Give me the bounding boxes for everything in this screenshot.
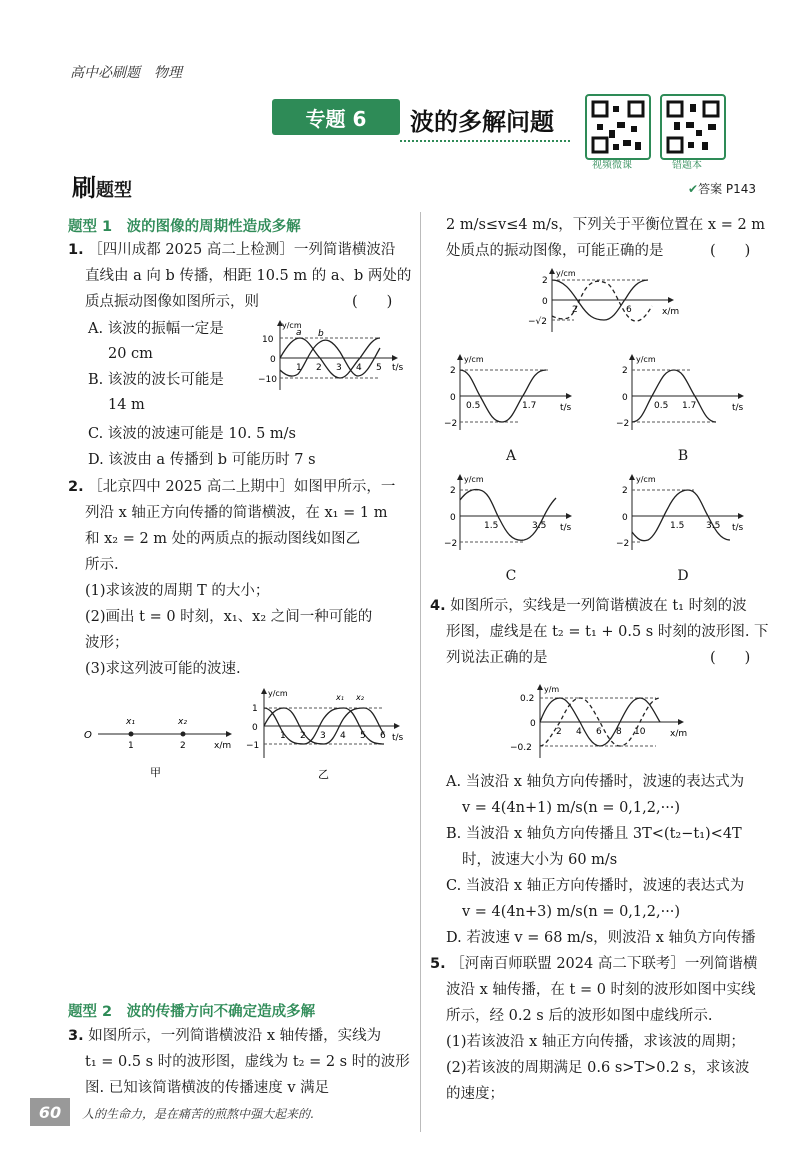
q3-line-3: 图. 已知该简谐横波的传播速度 v 满足	[85, 1080, 330, 1096]
q3-option-b-graph	[612, 350, 752, 436]
q2-line-4: 所示.	[85, 557, 119, 573]
q5-line-2: 波沿 x 轴传播，在 t = 0 时刻的波形如图中实线	[446, 982, 756, 998]
q1-vibration-graph	[258, 318, 408, 398]
q3-b-xtick: 0.5	[654, 401, 669, 411]
section-title-1: 题型 1 波的图像的周期性造成多解	[68, 219, 301, 235]
q4-graph-ytick: 0	[530, 719, 536, 729]
q1-graph-xtick: 4	[356, 363, 362, 373]
q4-graph-ytick: −0.2	[510, 743, 532, 753]
q3-d-ytick: −2	[616, 539, 630, 549]
q3-cont-1: 2 m/s≤v≤4 m/s，下列关于平衡位置在 x = 2 m	[446, 217, 766, 233]
q2-sub-2b: 波形；	[85, 635, 129, 651]
q4-option-a: A. 当波沿 x 轴负方向传播时，波速的表达式为	[446, 774, 745, 790]
q1-graph-xlabel: t/s	[392, 363, 404, 373]
q3-a-xtick: 1.7	[522, 401, 537, 411]
q3-main-ytick: −√2	[528, 317, 548, 327]
q3-a-ytick: 0	[450, 393, 456, 403]
q1-graph-xtick: 3	[336, 363, 342, 373]
q3-a-ytick: −2	[444, 419, 458, 429]
q1-line-1: 1. ［四川成都 2025 高二上检测］一列简谐横波沿	[68, 242, 396, 258]
q2-jia-origin: O	[84, 730, 92, 741]
q3-option-c-graph	[440, 470, 580, 556]
qr-mistakes-label: 错题本	[672, 160, 702, 171]
q4-line-3: 列说法正确的是	[446, 650, 548, 666]
q3-a-xtick: 0.5	[466, 401, 481, 411]
q2-sub-3: (3)求这列波可能的波速.	[85, 661, 241, 677]
q1-graph-ytick: −10	[258, 375, 277, 385]
q1-option-a-val: 20 cm	[108, 346, 153, 362]
q2-yi-xlabel: t/s	[392, 733, 404, 743]
q2-yi-xtick: 4	[340, 731, 346, 741]
q2-line-1: 2. ［北京四中 2025 高二上期中］如图甲所示，一	[68, 479, 396, 495]
q4-answer-paren: ( )	[710, 650, 751, 666]
q5-line-3: 所示，经 0.2 s 后的波形如图中虚线所示.	[446, 1008, 713, 1024]
column-divider	[420, 212, 421, 1132]
q4-line-2: 形图，虚线是在 t₂ = t₁ + 0.5 s 时刻的波形图. 下	[446, 624, 769, 640]
q4-graph-xtick: 6	[596, 727, 602, 737]
q5-sub-1: (1)若该波沿 x 轴正方向传播，求该波的周期；	[446, 1034, 745, 1050]
footer-motto: 人的生命力，是在痛苦的煎熬中强大起来的.	[82, 1107, 314, 1121]
q1-graph-ytick: 0	[270, 355, 276, 365]
q3-cont-2: 处质点的振动图像，可能正确的是	[446, 243, 664, 259]
book-title: 高中必刷题 物理	[70, 65, 182, 81]
q1-graph-ylabel: y/cm	[282, 321, 302, 330]
q2-yi-x1: x₁	[336, 693, 344, 702]
q2-figure-yi	[242, 684, 412, 784]
q2-yi-caption: 乙	[318, 768, 329, 781]
q3-d-xlabel: t/s	[732, 523, 744, 533]
q1-option-c: C. 该波的波速可能是 10. 5 m/s	[88, 426, 296, 442]
q4-line-1: 4. 如图所示，实线是一列简谐横波在 t₁ 时刻的波	[430, 598, 747, 614]
q1-graph-xtick: 1	[296, 363, 302, 373]
q3-d-ytick: 2	[622, 486, 628, 496]
q2-jia-x2: x₂	[178, 717, 187, 727]
q3-c-ytick: 0	[450, 513, 456, 523]
q2-jia-tick: 2	[180, 741, 186, 751]
q3-option-c-label: C	[505, 568, 517, 584]
q3-b-ylabel: y/cm	[636, 355, 656, 364]
section-heading-rest: 题型	[96, 180, 132, 201]
page-number: 60	[30, 1098, 70, 1126]
q3-b-ytick: 2	[622, 366, 628, 376]
section-heading-big: 刷	[72, 174, 96, 202]
q3-b-xtick: 1.7	[682, 401, 697, 411]
section-heading	[72, 168, 132, 203]
q2-yi-ytick: 1	[252, 704, 258, 714]
q2-line-2: 列沿 x 轴正方向传播的简谐横波，在 x₁ = 1 m	[85, 505, 388, 521]
q3-main-ytick: 0	[542, 297, 548, 307]
q3-d-xtick: 3.5	[706, 521, 721, 531]
q3-main-xtick: 2	[572, 305, 578, 315]
q3-main-xtick: 6	[626, 305, 632, 315]
q4-option-a-expr: v = 4(4n+1) m/s(n = 0,1,2,···)	[462, 800, 681, 816]
q2-yi-x2: x₂	[356, 693, 364, 702]
q1-curve-b-label: b	[318, 329, 324, 339]
q4-option-b: B. 当波沿 x 轴负方向传播且 3T<(t₂−t₁)<4T	[446, 826, 742, 842]
q2-yi-xtick: 3	[320, 731, 326, 741]
q1-graph-xtick: 5	[376, 363, 382, 373]
q1-line-3: 质点振动图像如图所示，则	[85, 294, 259, 310]
q2-yi-ytick: 0	[252, 723, 258, 733]
q5-sub-2b: 的速度；	[446, 1086, 504, 1102]
q2-yi-ytick: −1	[246, 741, 260, 751]
q3-b-ytick: −2	[616, 419, 630, 429]
q3-a-xlabel: t/s	[560, 403, 572, 413]
q4-wave-graph	[506, 680, 696, 764]
q2-yi-ylabel: y/cm	[268, 689, 288, 698]
topic-title: 波的多解问题	[410, 108, 554, 136]
q2-jia-tick: 1	[128, 741, 134, 751]
qr-pattern-icon	[587, 96, 649, 158]
q3-c-ytick: 2	[450, 486, 456, 496]
q2-jia-xlabel: x/m	[214, 741, 232, 751]
q4-option-c-expr: v = 4(4n+3) m/s(n = 0,1,2,···)	[462, 904, 681, 920]
q4-option-b-cont: 时，波速大小为 60 m/s	[462, 852, 618, 868]
topic-underline	[400, 140, 570, 142]
q1-option-a: A. 该波的振幅一定是	[88, 321, 224, 337]
q3-c-ylabel: y/cm	[464, 475, 484, 484]
q1-answer-paren: ( )	[352, 294, 393, 310]
q3-d-xtick: 1.5	[670, 521, 685, 531]
q3-d-ylabel: y/cm	[636, 475, 656, 484]
q3-c-xlabel: t/s	[560, 523, 572, 533]
q3-option-a-graph	[440, 350, 580, 436]
q4-option-c: C. 当波沿 x 轴正方向传播时，波速的表达式为	[446, 878, 745, 894]
q3-c-ytick: −2	[444, 539, 458, 549]
q5-sub-2: (2)若该波的周期满足 0.6 s>T>0.2 s，求该波	[446, 1060, 750, 1076]
q3-main-ytick: 2	[542, 276, 548, 286]
q2-yi-xtick: 1	[280, 731, 286, 741]
q1-curve-a-label: a	[296, 328, 302, 338]
q2-jia-x1: x₁	[126, 717, 135, 727]
answer-ref: ✔答案 P143	[688, 182, 757, 196]
q4-graph-xtick: 8	[616, 727, 622, 737]
q3-main-ylabel: y/cm	[556, 269, 576, 278]
q3-a-ylabel: y/cm	[464, 355, 484, 364]
q3-main-graph	[522, 266, 702, 340]
check-icon: ✔	[688, 182, 699, 196]
q1-option-b-val: 14 m	[108, 397, 145, 413]
q2-yi-xtick: 6	[380, 731, 386, 741]
section-title-2: 题型 2 波的传播方向不确定造成多解	[68, 1004, 316, 1020]
topic-label: 专题 6	[272, 99, 400, 135]
q4-graph-ytick: 0.2	[520, 694, 535, 704]
q3-b-xlabel: t/s	[732, 403, 744, 413]
q4-graph-xlabel: x/m	[670, 729, 688, 739]
q3-option-d-label: D	[677, 568, 689, 584]
q2-yi-xtick: 2	[300, 731, 306, 741]
q2-yi-xtick: 5	[360, 731, 366, 741]
qr-code-mistakes[interactable]	[660, 94, 726, 160]
qr-code-video[interactable]	[585, 94, 651, 160]
q3-option-a-label: A	[505, 448, 517, 464]
q2-jia-caption: 甲	[150, 766, 161, 779]
qr-pattern-icon	[662, 96, 724, 158]
q3-c-xtick: 1.5	[484, 521, 499, 531]
q3-answer-paren: ( )	[710, 243, 751, 259]
q4-graph-ylabel: y/m	[544, 685, 560, 694]
q2-figure-jia	[80, 712, 240, 782]
q1-option-d: D. 该波由 a 传播到 b 可能历时 7 s	[88, 452, 316, 468]
q1-line-2: 直线由 a 向 b 传播，相距 10.5 m 的 a、b 两处的	[85, 268, 412, 284]
q3-option-b-label: B	[677, 448, 689, 464]
q3-option-d-graph	[612, 470, 752, 556]
q5-line-1: 5. ［河南百师联盟 2024 高二下联考］一列简谐横	[430, 956, 758, 972]
q4-graph-xtick: 4	[576, 727, 582, 737]
q3-b-ytick: 0	[622, 393, 628, 403]
q4-graph-xtick: 2	[556, 727, 562, 737]
q1-graph-xtick: 2	[316, 363, 322, 373]
q4-option-d: D. 若波速 v = 68 m/s，则波沿 x 轴负方向传播	[446, 930, 756, 946]
q2-line-3: 和 x₂ = 2 m 处的两质点的振动图线如图乙	[85, 531, 361, 547]
q3-c-xtick: 3.5	[532, 521, 547, 531]
q3-line-1: 3. 如图所示，一列简谐横波沿 x 轴传播，实线为	[68, 1028, 382, 1044]
q1-graph-ytick: 10	[262, 335, 274, 345]
q1-option-b: B. 该波的波长可能是	[88, 372, 224, 388]
q3-line-2: t₁ = 0.5 s 时的波形图，虚线为 t₂ = 2 s 时的波形	[85, 1054, 410, 1070]
q3-d-ytick: 0	[622, 513, 628, 523]
q4-graph-xtick: 10	[634, 727, 646, 737]
q2-sub-2: (2)画出 t = 0 时刻，x₁、x₂ 之间一种可能的	[85, 609, 373, 625]
q2-sub-1: (1)求该波的周期 T 的大小；	[85, 583, 270, 599]
qr-video-label: 视频微课	[592, 160, 632, 171]
q3-a-ytick: 2	[450, 366, 456, 376]
q3-main-xlabel: x/m	[662, 307, 680, 317]
